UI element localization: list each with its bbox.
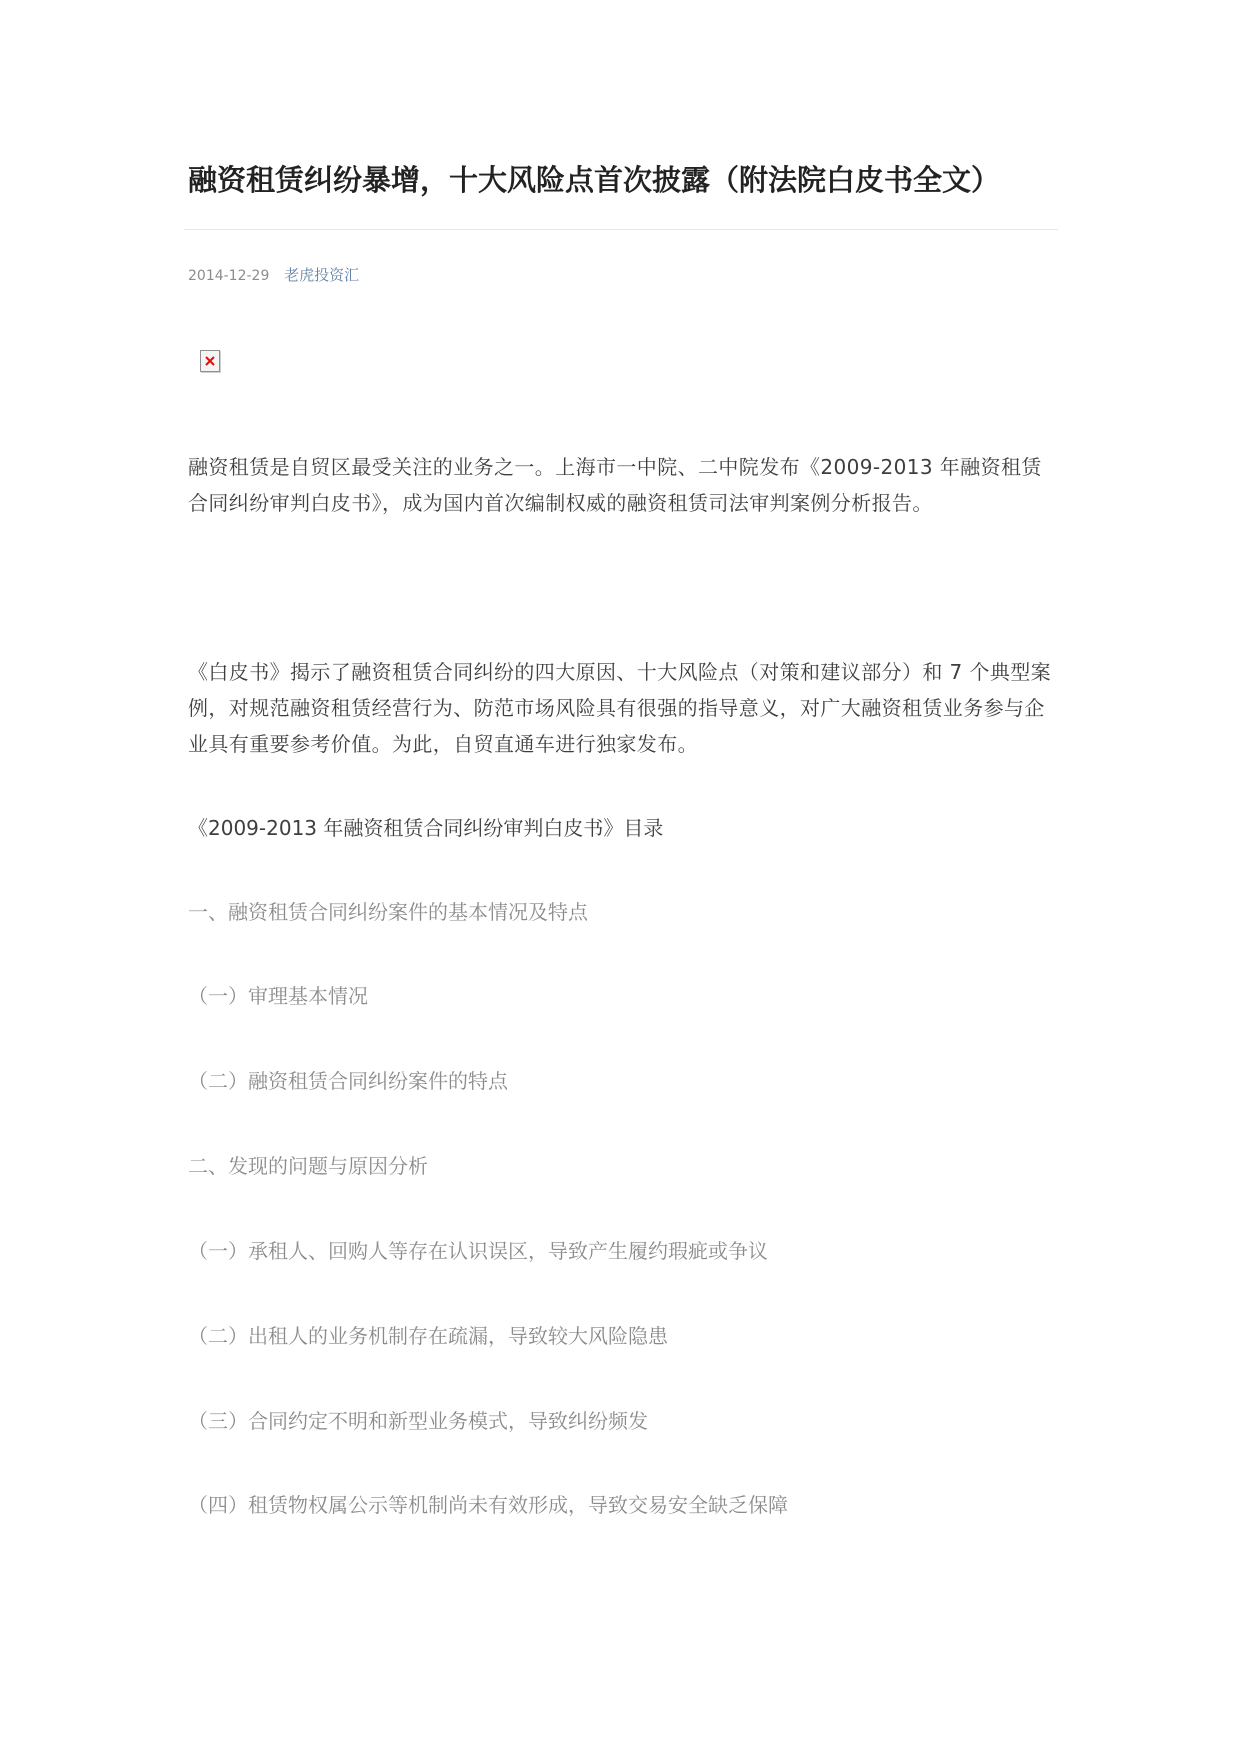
- toc-item: （二）出租人的业务机制存在疏漏，导致较大风险隐患: [188, 1324, 668, 1348]
- toc-item: 二、发现的问题与原因分析: [188, 1154, 428, 1178]
- broken-image-icon: [200, 350, 220, 372]
- article-title: 融资租赁纠纷暴增，十大风险点首次披露（附法院白皮书全文）: [188, 163, 1001, 197]
- publish-date: 2014-12-29: [188, 268, 270, 284]
- toc-title: 《2009-2013 年融资租赁合同纠纷审判白皮书》目录: [188, 816, 664, 840]
- author-link[interactable]: 老虎投资汇: [284, 266, 360, 284]
- intro-paragraph: 融资租赁是自贸区最受关注的业务之一。上海市一中院、二中院发布《2009-2013 年融资租赁合同纠纷审判白皮书》，成为国内首次编制权威的融资租赁司法审判案例分析报告。: [188, 455, 1042, 515]
- title-divider: [184, 229, 1058, 230]
- toc-item: （一）承租人、回购人等存在认识误区，导致产生履约瑕疵或争议: [188, 1239, 768, 1263]
- toc-item: （二）融资租赁合同纠纷案件的特点: [188, 1069, 508, 1093]
- toc-item: （一）审理基本情况: [188, 984, 368, 1008]
- toc-item: （三）合同约定不明和新型业务模式，导致纠纷频发: [188, 1409, 648, 1433]
- summary-paragraph: 《白皮书》揭示了融资租赁合同纠纷的四大原因、十大风险点（对策和建议部分）和 7 个典型案例，对规范融资租赁经营行为、防范市场风险具有很强的指导意义，对广大融资租赁业务参与企业具有重要参考价值。为此，自贸直通车进行独家发布。: [188, 660, 1052, 756]
- toc-item: 一、融资租赁合同纠纷案件的基本情况及特点: [188, 900, 588, 924]
- article-meta: [188, 264, 359, 287]
- toc-item: （四）租赁物权属公示等机制尚未有效形成，导致交易安全缺乏保障: [188, 1493, 788, 1517]
